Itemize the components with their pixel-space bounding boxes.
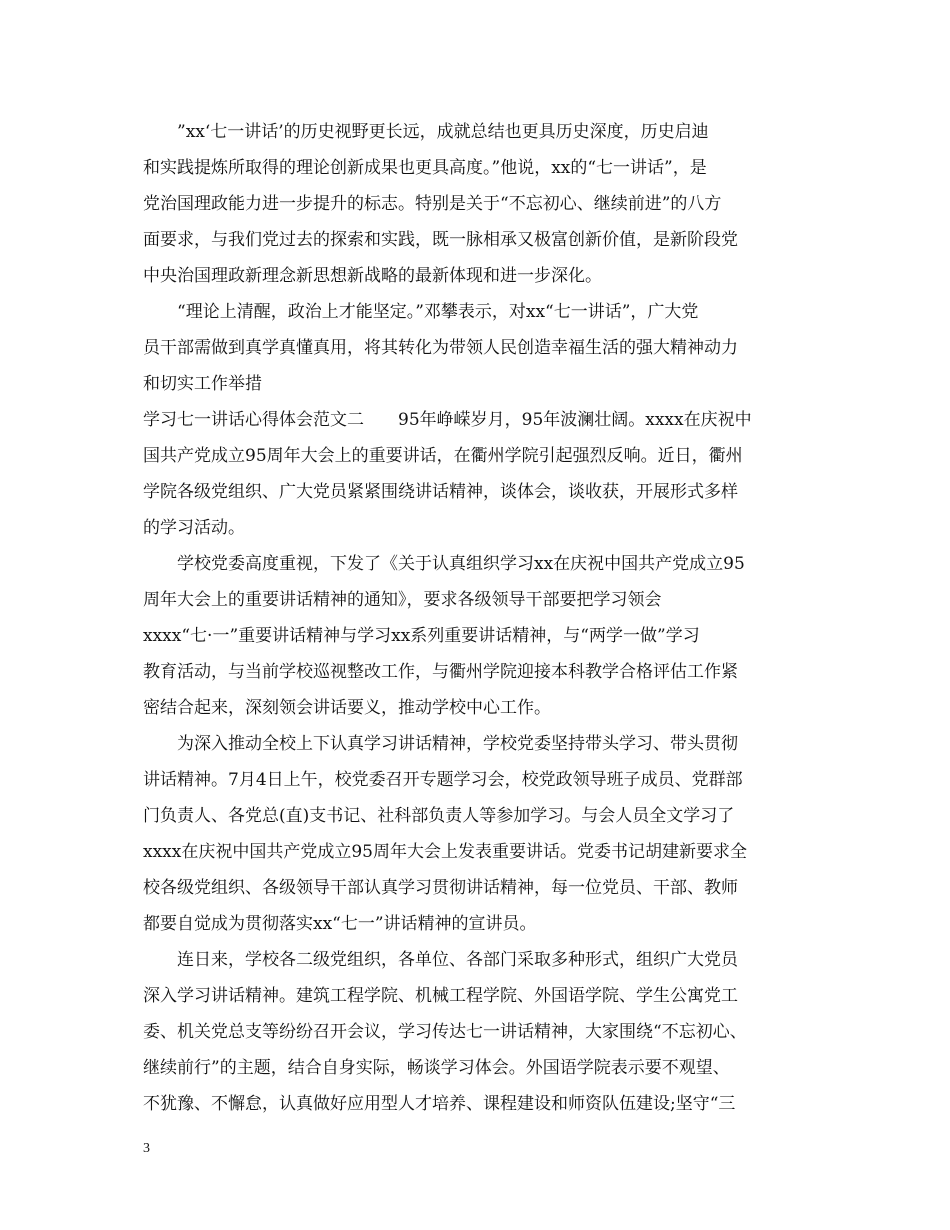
text-line: 周年大会上的重要讲话精神的通知》，要求各级领导干部要把学习领会 bbox=[143, 590, 662, 610]
text-line: xxxx“七·一”重要讲话精神与学习xx系列重要讲话精神，与“两学一做”学习 bbox=[143, 626, 700, 646]
text-line: 党治国理政能力进一步提升的标志。特别是关于“不忘初心、继续前进”的八方 bbox=[143, 194, 722, 214]
text-line: 委、机关党总支等纷纷召开会议，学习传达七一讲话精神，大家围绕“不忘初心、 bbox=[143, 1022, 747, 1042]
text-line: 不犹豫、不懈怠，认真做好应用型人才培养、课程建设和师资队伍建设;坚守“三 bbox=[143, 1094, 736, 1114]
text-line: 和切实工作举措 bbox=[143, 374, 262, 394]
text-line: 的学习活动。 bbox=[143, 518, 245, 538]
text-line: 教育活动，与当前学校巡视整改工作，与衢州学院迎接本科教学合格评估工作紧 bbox=[143, 662, 738, 682]
text-line: 讲话精神。7月4日上午，校党委召开专题学习会，校党政领导班子成员、党群部 bbox=[143, 770, 743, 790]
text-line: 门负责人、各党总(直)支书记、社科部负责人等参加学习。与会人员全文学习了 bbox=[143, 806, 735, 826]
text-line: 中央治国理政新理念新思想新战略的最新体现和进一步深化。 bbox=[143, 266, 602, 286]
page-number: 3 bbox=[143, 1141, 150, 1156]
text-line: 国共产党成立95周年大会上的重要讲话，在衢州学院引起强烈反响。近日，衢州 bbox=[143, 446, 743, 466]
text-line: 员干部需做到真学真懂真用，将其转化为带领人民创造幸福生活的强大精神动力 bbox=[143, 338, 738, 358]
text-line: 学校党委高度重视，下发了《关于认真组织学习xx在庆祝中国共产党成立95 bbox=[177, 554, 745, 574]
text-line: 和实践提炼所取得的理论创新成果也更具高度。”他说，xx的“七一讲话”，是 bbox=[143, 158, 707, 178]
text-line: 学习七一讲话心得体会范文二 95年峥嵘岁月，95年波澜壮阔。xxxx在庆祝中 bbox=[143, 410, 752, 430]
text-line: 都要自觉成为贯彻落实xx“七一”讲话精神的宣讲员。 bbox=[143, 914, 537, 934]
text-line: 连日来，学校各二级党组织，各单位、各部门采取多种形式，组织广大党员 bbox=[177, 950, 738, 970]
text-line: xxxx在庆祝中国共产党成立95周年大会上发表重要讲话。党委书记胡建新要求全 bbox=[143, 842, 747, 862]
text-line: 学院各级党组织、广大党员紧紧围绕讲话精神，谈体会，谈收获，开展形式多样 bbox=[143, 482, 738, 502]
text-line: “理论上清醒，政治上才能坚定。”邓攀表示，对xx“七一讲话”，广大党 bbox=[177, 302, 699, 322]
text-line: 为深入推动全校上下认真学习讲话精神，学校党委坚持带头学习、带头贯彻 bbox=[177, 734, 738, 754]
text-line: 面要求，与我们党过去的探索和实践，既一脉相承又极富创新价值，是新阶段党 bbox=[143, 230, 738, 250]
text-line: 深入学习讲话精神。建筑工程学院、机械工程学院、外国语学院、学生公寓党工 bbox=[143, 986, 738, 1006]
text-line: 继续前行”的主题，结合自身实际，畅谈学习体会。外国语学院表示要不观望、 bbox=[143, 1058, 730, 1078]
text-line: 校各级党组织、各级领导干部认真学习贯彻讲话精神，每一位党员、干部、教师 bbox=[143, 878, 738, 898]
text-line: 密结合起来，深刻领会讲话要义，推动学校中心工作。 bbox=[143, 698, 551, 718]
text-line: ”xx‘七一讲话’的历史视野更长远，成就总结也更具历史深度，历史启迪 bbox=[177, 122, 709, 142]
